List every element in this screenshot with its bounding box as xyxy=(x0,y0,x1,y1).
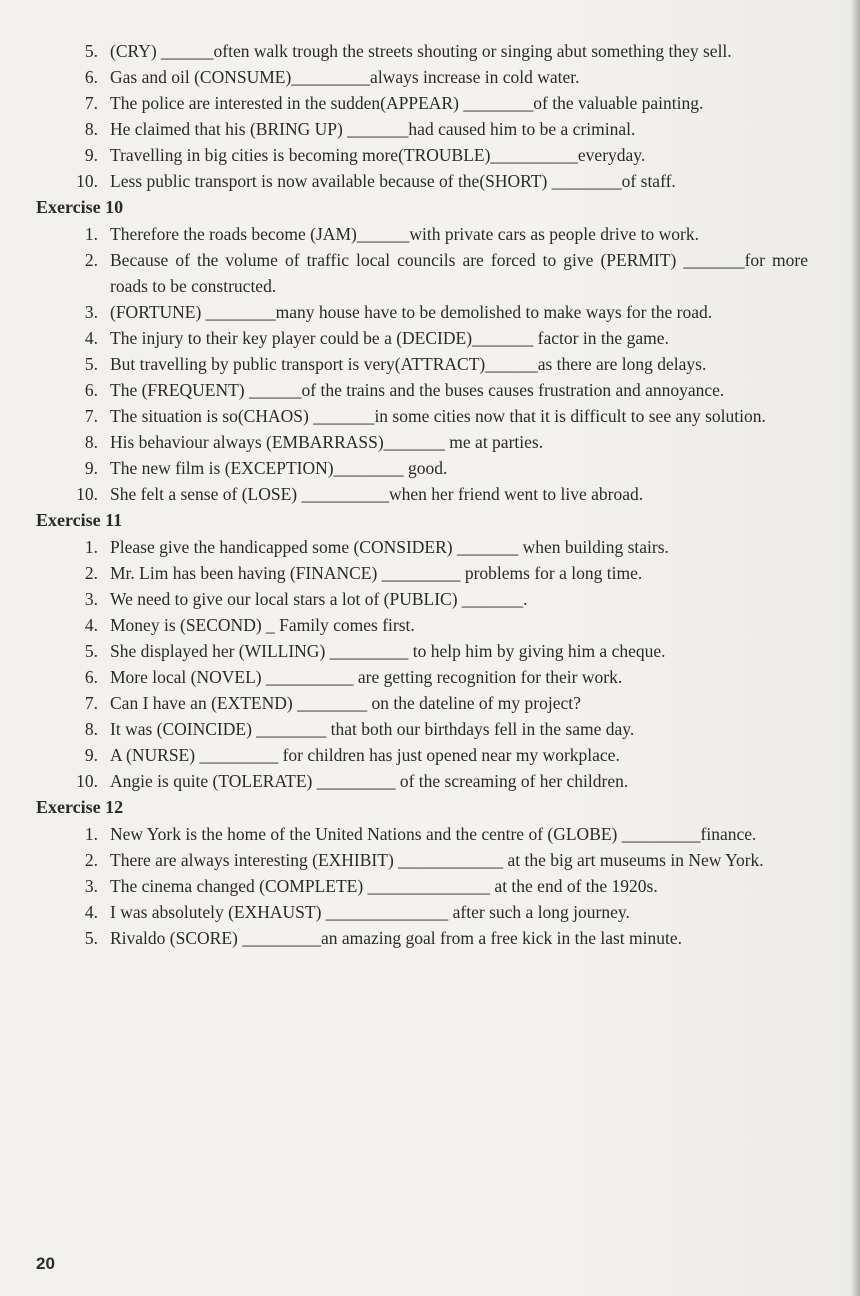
item-text: His behaviour always (EMBARRASS)_______ me at parties. xyxy=(110,432,544,452)
exercise-item xyxy=(0,664,860,690)
exercise-item xyxy=(0,768,860,794)
item-text: Angie is quite (TOLERATE) _________ of the screaming of her children. xyxy=(110,771,629,791)
item-number: 8. xyxy=(84,119,98,139)
item-number: 8. xyxy=(84,719,98,739)
exercise-item xyxy=(0,586,860,612)
item-text: (FORTUNE) ________many house have to be demolished to make ways for the road. xyxy=(110,302,713,322)
item-text: She felt a sense of (LOSE) __________when her friend went to live abroad. xyxy=(110,484,644,504)
item-number: 10. xyxy=(76,171,98,191)
item-text: Travelling in big cities is becoming more(TROUBLE)__________everyday. xyxy=(110,145,646,165)
exercise-item xyxy=(0,690,860,716)
item-number: 1. xyxy=(84,224,98,244)
exercise-item xyxy=(0,377,860,403)
exercise-heading: Exercise 11 xyxy=(36,510,123,530)
exercise-item xyxy=(0,534,860,560)
item-text: Can I have an (EXTEND) ________ on the dateline of my project? xyxy=(110,693,581,713)
item-number: 9. xyxy=(84,458,98,478)
item-text: There are always interesting (EXHIBIT) ____________ at the big art museums in New York. xyxy=(110,850,764,870)
item-text: Because of the volume of traffic local councils are forced to give (PERMIT) _______for more roads to be constructed. xyxy=(110,250,808,296)
exercise-item xyxy=(0,899,860,925)
item-number: 7. xyxy=(84,406,98,426)
exercise-heading: Exercise 12 xyxy=(36,797,124,817)
item-number: 7. xyxy=(84,93,98,113)
exercise-item xyxy=(0,429,860,455)
exercise-item xyxy=(0,299,860,325)
item-number: 2. xyxy=(84,250,98,270)
item-number: 4. xyxy=(84,328,98,348)
item-text: The cinema changed (COMPLETE) ______________ at the end of the 1920s. xyxy=(110,876,658,896)
item-text: Mr. Lim has been having (FINANCE) _________ problems for a long time. xyxy=(110,563,643,583)
item-number: 10. xyxy=(76,484,98,504)
exercise-item xyxy=(0,116,860,142)
exercise-item xyxy=(0,142,860,168)
item-number: 9. xyxy=(84,145,98,165)
item-text: Money is (SECOND) _ Family comes first. xyxy=(110,615,415,635)
exercise-item xyxy=(0,560,860,586)
page-number: 20 xyxy=(36,1254,55,1273)
item-number: 4. xyxy=(84,615,98,635)
item-text: More local (NOVEL) __________ are getting recognition for their work. xyxy=(110,667,623,687)
item-number: 9. xyxy=(84,745,98,765)
item-text: Rivaldo (SCORE) _________an amazing goal from a free kick in the last minute. xyxy=(110,928,683,948)
item-number: 5. xyxy=(84,641,98,661)
exercise-item xyxy=(0,455,860,481)
item-text: The new film is (EXCEPTION)________ good. xyxy=(110,458,448,478)
item-number: 7. xyxy=(84,693,98,713)
exercise-item xyxy=(0,742,860,768)
item-number: 10. xyxy=(76,771,98,791)
item-number: 8. xyxy=(84,432,98,452)
item-text: The police are interested in the sudden(APPEAR) ________of the valuable painting. xyxy=(110,93,704,113)
item-number: 1. xyxy=(84,537,98,557)
item-text: New York is the home of the United Nations and the centre of (GLOBE) _________finance. xyxy=(110,824,757,844)
item-text: The (FREQUENT) ______of the trains and the buses causes frustration and annoyance. xyxy=(110,380,725,400)
exercise-item xyxy=(0,873,860,899)
exercise-item xyxy=(0,403,860,429)
item-text: She displayed her (WILLING) _________ to help him by giving him a cheque. xyxy=(110,641,666,661)
exercise-item xyxy=(0,168,860,194)
item-number: 3. xyxy=(84,876,98,896)
exercise-heading: Exercise 10 xyxy=(36,197,124,217)
item-text: A (NURSE) _________ for children has just opened near my workplace. xyxy=(110,745,620,765)
item-text: The injury to their key player could be a (DECIDE)_______ factor in the game. xyxy=(110,328,669,348)
item-text: But travelling by public transport is very(ATTRACT)______as there are long delays. xyxy=(110,354,707,374)
exercise-item xyxy=(0,221,860,247)
exercise-content xyxy=(0,38,860,951)
exercise-item xyxy=(0,90,860,116)
item-number: 5. xyxy=(84,354,98,374)
item-number: 1. xyxy=(84,824,98,844)
item-number: 4. xyxy=(84,902,98,922)
item-number: 2. xyxy=(84,850,98,870)
exercise-item xyxy=(0,64,860,90)
item-number: 2. xyxy=(84,563,98,583)
page-edge-shadow xyxy=(850,0,860,1296)
item-number: 3. xyxy=(84,589,98,609)
exercise-item xyxy=(0,638,860,664)
item-text: (CRY) ______often walk trough the streets shouting or singing abut something they sell. xyxy=(110,41,732,61)
exercise-item xyxy=(0,325,860,351)
exercise-item xyxy=(0,351,860,377)
exercise-item xyxy=(0,716,860,742)
item-text: Therefore the roads become (JAM)______with private cars as people drive to work. xyxy=(110,224,699,244)
item-text: Less public transport is now available because of the(SHORT) ________of staff. xyxy=(110,171,676,191)
item-number: 5. xyxy=(84,41,98,61)
exercise-item xyxy=(0,247,860,299)
exercise-item xyxy=(0,38,860,64)
item-text: The situation is so(CHAOS) _______in some cities now that it is difficult to see any solution. xyxy=(110,406,766,426)
item-number: 3. xyxy=(84,302,98,322)
exercise-item xyxy=(0,612,860,638)
item-text: I was absolutely (EXHAUST) ______________ after such a long journey. xyxy=(110,902,630,922)
exercise-item xyxy=(0,481,860,507)
exercise-item xyxy=(0,821,860,847)
item-number: 5. xyxy=(84,928,98,948)
item-number: 6. xyxy=(84,67,98,87)
item-text: We need to give our local stars a lot of (PUBLIC) _______. xyxy=(110,589,528,609)
item-number: 6. xyxy=(84,667,98,687)
item-text: It was (COINCIDE) ________ that both our birthdays fell in the same day. xyxy=(110,719,635,739)
item-text: Gas and oil (CONSUME)_________always increase in cold water. xyxy=(110,67,580,87)
item-number: 6. xyxy=(84,380,98,400)
item-text: Please give the handicapped some (CONSIDER) _______ when building stairs. xyxy=(110,537,669,557)
item-text: He claimed that his (BRING UP) _______had caused him to be a criminal. xyxy=(110,119,636,139)
exercise-item xyxy=(0,925,860,951)
exercise-item xyxy=(0,847,860,873)
